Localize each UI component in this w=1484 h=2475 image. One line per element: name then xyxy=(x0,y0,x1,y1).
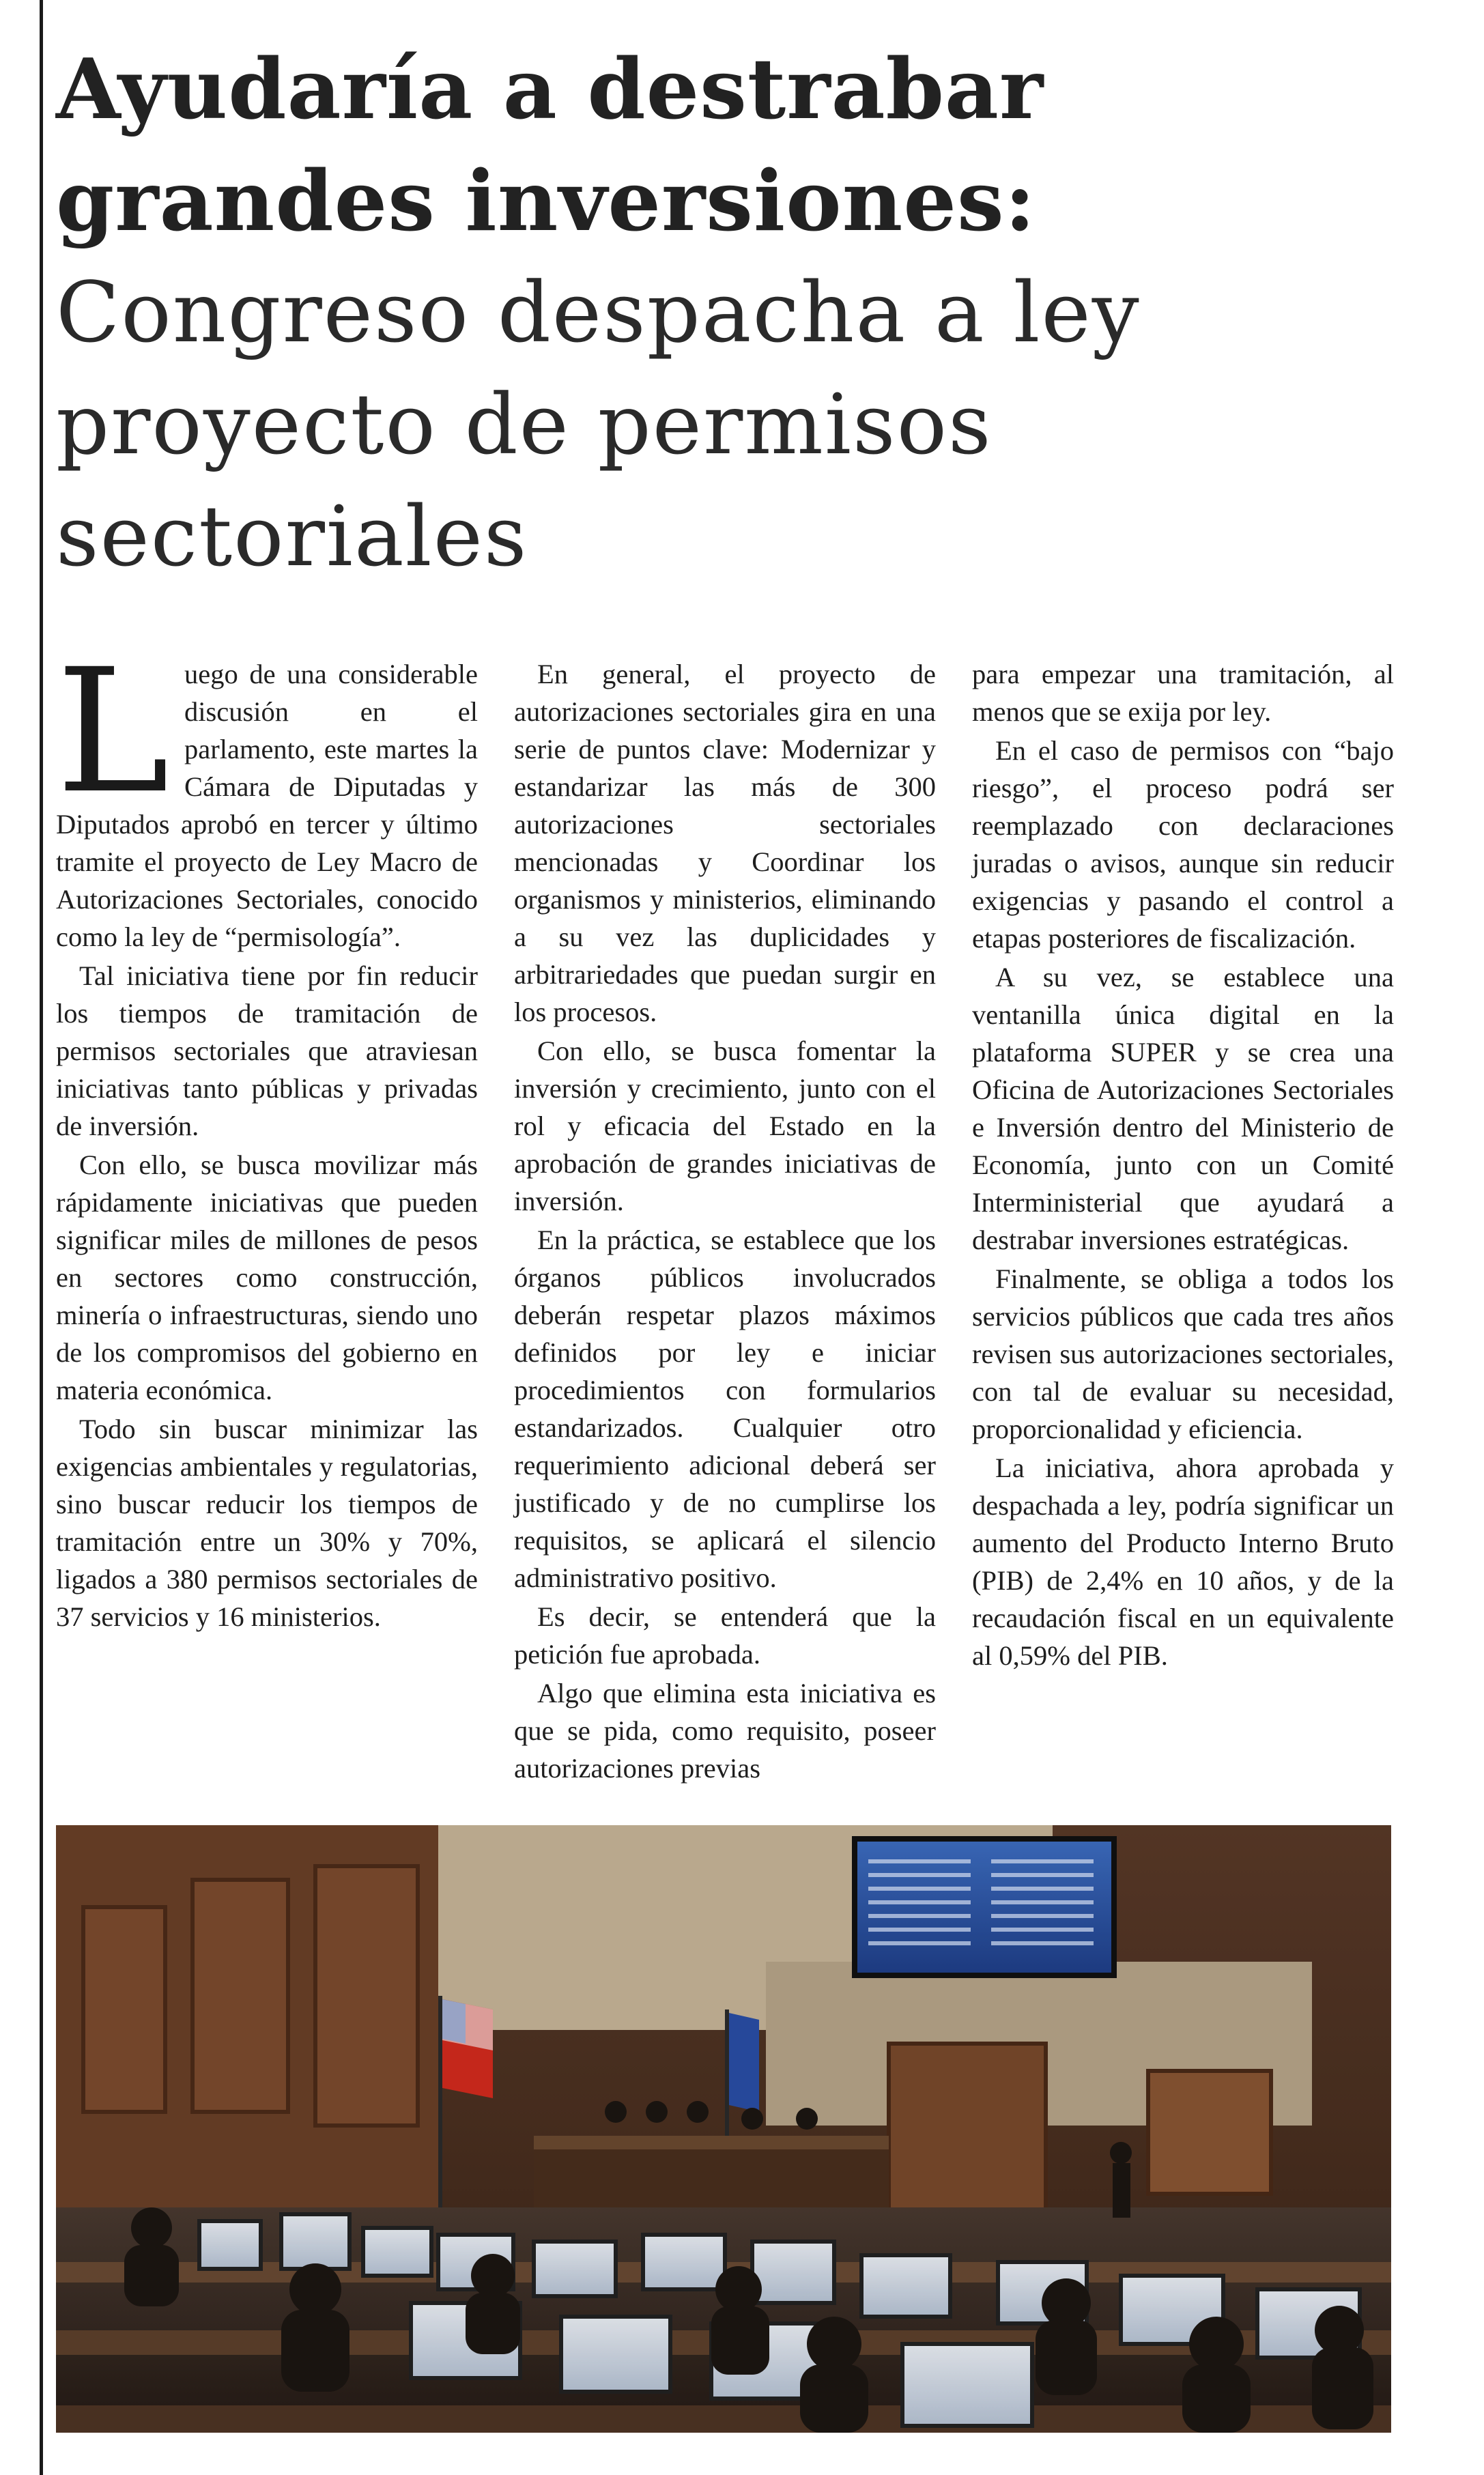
paragraph: Finalmente, se obliga a todos los servicios públicos que cada tres años revisen sus autorizaciones sectoriales, con tal de evaluar su necesidad, proporcionalidad y eficiencia. xyxy=(972,1263,1394,1444)
paragraph: La iniciativa, ahora aprobada y despachada a ley, podría significar un aumento del Producto Interno Bruto (PIB) de 2,4% en 10 años, y de la recaudación fiscal en un equivalente al 0,59% del PIB. xyxy=(972,1453,1394,1671)
paragraph: para empezar una tramitación, al menos que se exija por ley. xyxy=(972,659,1394,727)
article-column-1 xyxy=(56,632,478,1788)
paragraph: Todo sin buscar minimizar las exigencias ambientales y regulatorias, sino buscar reducir los tiempos de tramitación entre un 30% y 70%, ligados a 380 permisos sectoriales de 37 servicios y 16 ministerios. xyxy=(56,1414,478,1632)
chamber-photo xyxy=(56,1825,1391,2433)
headline-title: Congreso despacha a ley proyecto de permisos sectoriales xyxy=(56,264,1141,585)
paragraph: Es decir, se entenderá que la petición fue aprobada. xyxy=(514,1601,936,1670)
paragraph: Algo que elimina esta iniciativa es que se pida, como requisito, poseer autorizaciones previas xyxy=(514,1678,936,1784)
drop-cap: L xyxy=(56,632,170,831)
article-body xyxy=(56,632,1394,1788)
paragraph: A su vez, se establece una ventanilla única digital en la plataforma SUPER y se crea una Oficina de Autorizaciones Sectoriales e Inversión dentro del Ministerio de Economía, junto con un Comité Interministerial que ayudará a destrabar inversiones estratégicas. xyxy=(972,962,1394,1255)
headline xyxy=(56,33,1442,592)
headline-kicker: Ayudaría a destrabar grandes inversiones: xyxy=(56,40,1044,250)
paragraph: En general, el proyecto de autorizaciones sectoriales gira en una serie de puntos clave: Modernizar y estandarizar las más de 300 autorizaciones sectoriales mencionadas y Coordinar los organismos y ministerios, eliminando a su vez las duplicidades y arbitrariedades que puedan surgir en los procesos. xyxy=(514,659,936,1027)
article-column-3 xyxy=(972,655,1394,1788)
paragraph: Con ello, se busca movilizar más rápidamente iniciativas que pueden significar miles de millones de pesos en sectores como construcción, minería o infraestructuras, siendo uno de los compromisos del gobierno en materia económica. xyxy=(56,1149,478,1405)
paragraph: En el caso de permisos con “bajo riesgo”, el proceso podrá ser reemplazado con declaraciones juradas o avisos, aunque sin reducir exigencias y pasando el control a etapas posteriores de fiscalización. xyxy=(972,735,1394,954)
paragraph: Con ello, se busca fomentar la inversión y crecimiento, junto con el rol y eficacia del Estado en la aprobación de grandes iniciativas de inversión. xyxy=(514,1035,936,1216)
paragraph: Tal iniciativa tiene por fin reducir los tiempos de tramitación de permisos sectoriales que atraviesan iniciativas tanto públicas y privadas de inversión. xyxy=(56,960,478,1141)
paragraph: En la práctica, se establece que los órganos públicos involucrados deberán respetar plazos máximos definidos por ley e iniciar procedimientos con formularios estandarizados. Cualquier otro requerimiento adicional deberá ser justificado y de no cumplirse los requisitos, se aplicará el silencio administrativo positivo. xyxy=(514,1225,936,1593)
paragraph: Luego de una considerable discusión en el parlamento, este martes la Cámara de Diputadas y Diputados aprobó en tercer y último tramite el proyecto de Ley Macro de Autorizaciones Sectoriales, conocido como la ley de “permisología”. xyxy=(56,632,478,952)
article-column-2 xyxy=(514,655,936,1788)
column-rule xyxy=(40,0,43,2475)
